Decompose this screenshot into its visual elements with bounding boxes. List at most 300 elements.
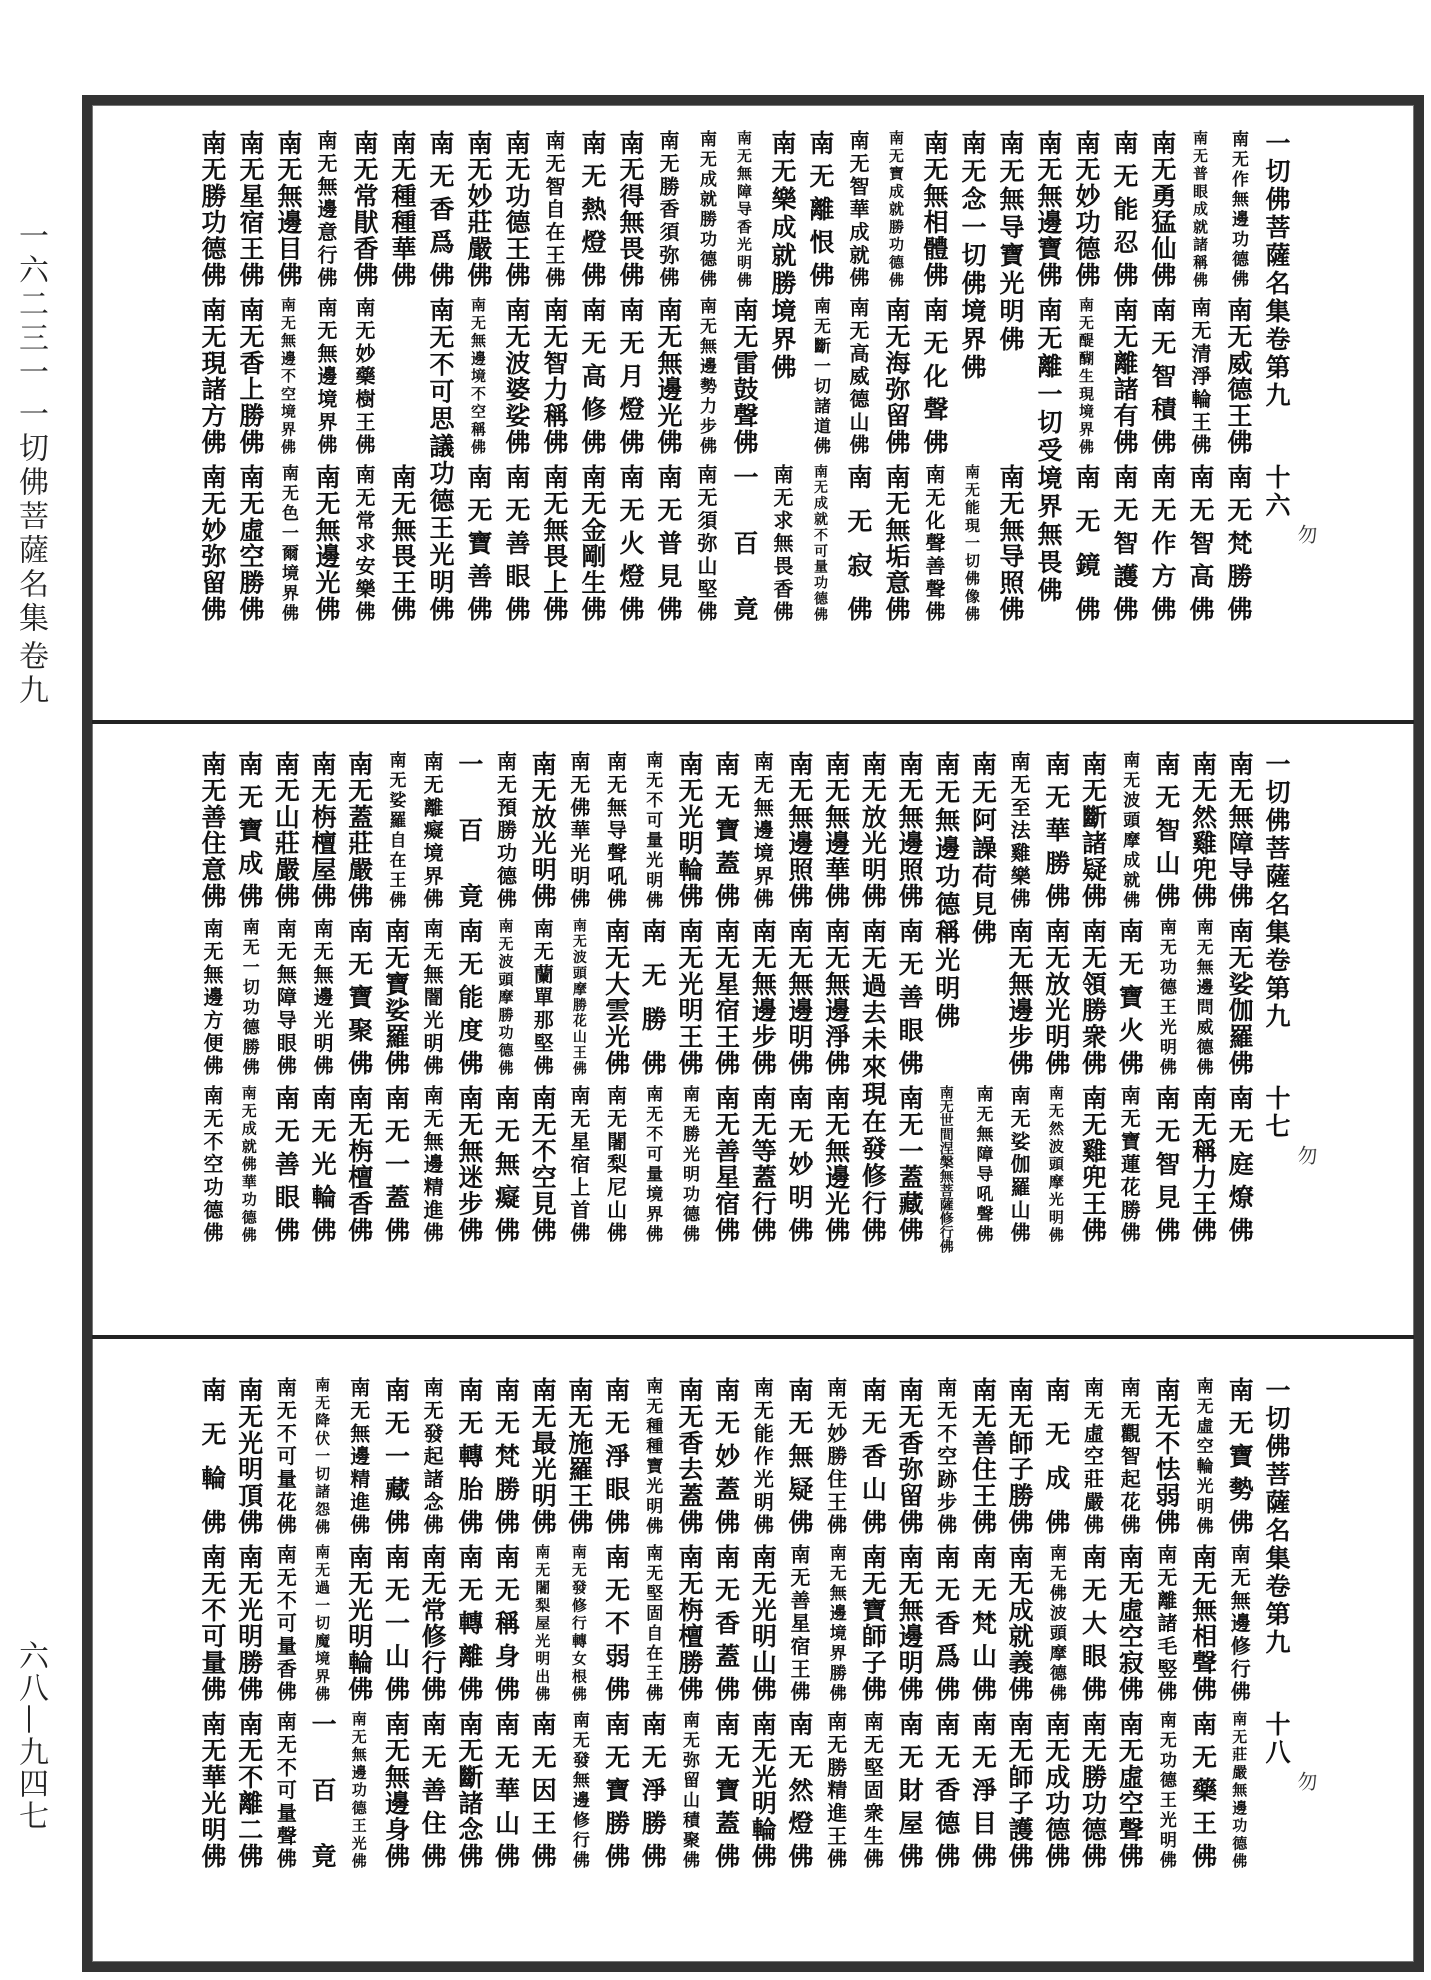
name-column (232, 130, 268, 631)
buddha-name: 南无無畏王佛 (388, 464, 417, 621)
name-column (231, 751, 267, 1252)
buddha-name: 南无常猒香佛 (350, 130, 379, 287)
buddha-name: 南无虛空莊嚴佛 (1080, 1377, 1105, 1534)
buddha-name: 南无無相體佛 (920, 130, 949, 287)
buddha-name: 南无華勝佛 (1041, 751, 1071, 908)
buddha-name: 南无光明頂佛 (234, 1377, 264, 1534)
name-column (304, 751, 340, 1252)
buddha-name: 南无栴檀香佛 (344, 1085, 374, 1242)
buddha-name: 南无無邊不空境界佛 (279, 297, 297, 454)
buddha-name: 南无智護佛 (1110, 464, 1139, 621)
name-column (488, 1377, 524, 1878)
buddha-name: 南无勝光明功德佛 (678, 1085, 699, 1242)
buddha-name: 南无不弱佛 (601, 1544, 631, 1701)
name-column (1182, 130, 1218, 631)
buddha-name: 南无不可量光明佛 (642, 751, 663, 908)
buddha-name: 南无無邊境不空稱佛 (469, 297, 487, 454)
buddha-name: 南无妙藥樹王佛 (352, 297, 376, 454)
buddha-name: 南无香爲佛 (426, 130, 455, 287)
buddha-name: 南无領勝衆佛 (1078, 918, 1108, 1075)
buddha-name: 南无善眼佛 (895, 918, 925, 1075)
buddha-name: 南无功德王光明佛 (1155, 1711, 1176, 1868)
name-column (726, 130, 762, 631)
name-column (802, 130, 838, 631)
name-column (671, 751, 707, 1252)
buddha-name: 南无勝功德佛 (198, 130, 227, 287)
buddha-name: 南无栴檀勝佛 (674, 1544, 704, 1701)
buddha-name: 南无阿譟荷見佛 (968, 751, 998, 947)
buddha-name: 南无稱身佛 (491, 1544, 521, 1701)
buddha-name: 南无佛華光明佛 (566, 751, 591, 908)
buddha-name: 南无波頭摩勝花山王佛 (570, 918, 587, 1075)
buddha-name: 南无妙勝住王佛 (823, 1377, 848, 1534)
buddha-name: 南无善住意佛 (198, 751, 227, 908)
buddha-name: 南无光明王佛 (674, 918, 704, 1075)
buddha-name: 南无善星宿王佛 (787, 1544, 811, 1701)
buddha-name: 南无星宿上首佛 (566, 1085, 591, 1242)
name-column (1111, 751, 1147, 1252)
name-column (598, 1377, 634, 1878)
buddha-name: 南无虛空勝佛 (236, 464, 265, 621)
section-end-note: 一百竟 (454, 751, 484, 908)
name-column (377, 751, 413, 1252)
buddha-name: 南无海弥留佛 (882, 297, 911, 454)
name-column (194, 751, 230, 1252)
buddha-name: 南无過去未來現在發修行佛 (858, 918, 888, 1242)
name-column (1068, 130, 1104, 631)
section-end-note: 一百竟 (730, 464, 759, 621)
buddha-name: 南无醍醐生現境界佛 (1077, 297, 1095, 454)
name-column (384, 130, 420, 631)
buddha-name: 南无無邊光佛 (654, 297, 683, 454)
sheet-number: 十八 (1261, 1711, 1291, 1767)
buddha-name: 南无寶師子佛 (858, 1544, 888, 1701)
buddha-name: 南无功德王光明佛 (1155, 918, 1176, 1075)
buddha-name: 南无勝香須弥佛 (656, 130, 680, 287)
name-column (1038, 1377, 1074, 1878)
name-column (781, 751, 817, 1252)
name-column (574, 130, 610, 631)
buddha-name: 南无光明輪佛 (674, 751, 704, 908)
name-column (1001, 1377, 1037, 1878)
buddha-name: 南无善住王佛 (968, 1377, 998, 1534)
buddha-name: 南无無邊意行佛 (314, 130, 338, 287)
buddha-name: 南无蓋莊嚴佛 (344, 751, 374, 908)
section-end-note: 一百竟 (308, 1711, 338, 1868)
name-column (1106, 130, 1142, 631)
name-column (561, 751, 597, 1252)
buddha-name: 南无現諸方佛 (198, 297, 227, 454)
buddha-name: 南无不空功德佛 (200, 1085, 224, 1242)
buddha-name: 南无然雞兜佛 (1188, 751, 1218, 908)
buddha-name: 南无無障导佛 (1225, 751, 1255, 908)
buddha-name: 南无不可量聲佛 (273, 1711, 298, 1868)
name-column (451, 751, 487, 1252)
buddha-name: 南无一藏佛 (381, 1377, 411, 1534)
buddha-name: 南无淨目佛 (968, 1711, 998, 1868)
buddha-name: 南无無邊照佛 (895, 751, 925, 908)
name-column (1148, 1377, 1184, 1878)
name-column (1075, 1377, 1111, 1878)
buddha-name: 南无無邊境界佛 (314, 297, 338, 454)
buddha-name: 南无求無畏香佛 (770, 464, 794, 621)
buddha-name: 南无無邊精進佛 (346, 1377, 371, 1534)
name-column (744, 751, 780, 1252)
buddha-name: 南无勝精進王佛 (823, 1711, 848, 1868)
buddha-name: 南无無疑佛 (785, 1377, 814, 1534)
buddha-name: 南无淨眼佛 (601, 1377, 631, 1534)
buddha-name: 南无轉離佛 (454, 1544, 484, 1701)
buddha-name: 南无然波頭摩光明佛 (1046, 1085, 1065, 1242)
name-column (346, 130, 382, 631)
buddha-name: 南无華光明佛 (198, 1711, 227, 1868)
buddha-name: 南无寶勝佛 (601, 1711, 631, 1868)
buddha-name: 南无香山佛 (858, 1377, 888, 1534)
buddha-name: 南无無邊目佛 (274, 130, 303, 287)
name-column (964, 751, 1000, 1252)
buddha-name: 南无無邊明佛 (785, 918, 814, 1075)
buddha-name: 南无無邊寶佛 (1034, 130, 1063, 287)
name-column (781, 1377, 817, 1878)
name-column (267, 751, 303, 1252)
buddha-name: 南无無迷步佛 (454, 1085, 484, 1242)
buddha-name: 南无不可量花佛 (273, 1377, 298, 1534)
buddha-name: 南无無邊步佛 (748, 918, 778, 1075)
buddha-name: 南无普見佛 (654, 464, 683, 621)
buddha-name: 南无佛波頭摩德佛 (1045, 1544, 1066, 1701)
buddha-name: 南无無障导眼佛 (273, 918, 298, 1075)
buddha-name: 南无能忍佛 (1110, 130, 1139, 287)
name-column (992, 130, 1028, 631)
buddha-name: 南无梵勝佛 (1224, 464, 1253, 621)
margin-book-title: 一切佛菩薩名集 (13, 398, 48, 636)
buddha-name: 南无山莊嚴佛 (271, 751, 301, 908)
buddha-name: 南无離一切受境界無畏佛 (1034, 297, 1063, 605)
buddha-name: 南无世間涅槃無菩薩修行佛 (937, 1085, 954, 1253)
name-column (708, 1377, 744, 1878)
buddha-name: 南无勇猛仙佛 (1148, 130, 1177, 287)
buddha-name: 南无須弥山堅佛 (694, 464, 718, 621)
buddha-name: 南无寶火佛 (1115, 918, 1145, 1075)
collation-mark: 勿 (1294, 524, 1318, 544)
buddha-name: 南无虛空輪光明佛 (1192, 1377, 1213, 1534)
buddha-name: 南无色一爾境界佛 (278, 464, 298, 621)
margin-code: 一六二三一 (13, 220, 48, 390)
buddha-name: 南无莊嚴無邊功德佛 (1230, 1711, 1249, 1868)
panel-3 (92, 1335, 1414, 1962)
buddha-name: 南无化聲善聲佛 (922, 464, 946, 621)
buddha-name: 南无成佛 (1041, 1377, 1071, 1534)
buddha-name: 南无過一切魔境界佛 (313, 1544, 332, 1701)
buddha-name: 南无智積佛 (1148, 297, 1177, 454)
buddha-name: 南无無邊勢力步佛 (696, 297, 716, 454)
name-column (1038, 751, 1074, 1252)
buddha-name: 南无成就不可量功德佛 (812, 464, 828, 621)
buddha-name: 南无無邊步佛 (1005, 918, 1035, 1075)
buddha-name: 南无香爲佛 (931, 1544, 961, 1701)
buddha-name: 南无勝佛 (638, 918, 668, 1075)
buddha-name: 南无不離二佛 (234, 1711, 264, 1868)
buddha-name: 南无金剛生佛 (578, 464, 607, 621)
buddha-name: 南无不可量香佛 (273, 1544, 298, 1701)
buddha-name: 南无寶蓋佛 (711, 751, 741, 908)
buddha-name: 南无等蓋行佛 (748, 1085, 778, 1242)
buddha-name: 南无清淨輪王佛 (1188, 297, 1212, 454)
buddha-name: 南无妙莊嚴佛 (464, 130, 493, 287)
name-column (414, 751, 450, 1252)
name-column (414, 1377, 450, 1878)
buddha-name: 南无種種寶光明佛 (642, 1377, 663, 1534)
name-column (612, 130, 648, 631)
name-column (304, 1377, 340, 1878)
buddha-name: 南无娑伽羅佛 (1225, 918, 1255, 1075)
buddha-name: 南无無邊光佛 (821, 1085, 851, 1242)
buddha-name: 南无無邊光明佛 (310, 918, 335, 1075)
buddha-name: 南无妙功德佛 (1072, 130, 1101, 287)
name-column (1144, 130, 1180, 631)
buddha-name: 南无樂成就勝境界佛 (768, 130, 797, 382)
buddha-name: 南无無邊身佛 (381, 1711, 411, 1868)
buddha-name: 南无智見佛 (1151, 1085, 1181, 1242)
buddha-name: 南无寶蓋佛 (711, 1711, 741, 1868)
buddha-name: 南无娑羅自在王佛 (385, 751, 406, 908)
name-column (840, 130, 876, 631)
buddha-name: 南无蘭單那堅佛 (530, 918, 555, 1075)
buddha-name: 南无不可思議功德王光明佛 (426, 297, 455, 621)
buddha-name: 南无預勝功德佛 (493, 751, 518, 908)
buddha-name: 南无星宿王佛 (711, 918, 741, 1075)
buddha-name: 南无善眼佛 (271, 1085, 301, 1242)
buddha-name: 南无不空見佛 (528, 1085, 558, 1242)
buddha-name: 南无波婆娑佛 (502, 297, 531, 454)
buddha-name: 南无因王佛 (528, 1711, 558, 1868)
buddha-name: 南无栴檀屋佛 (308, 751, 338, 908)
buddha-name: 南无最光明佛 (528, 1377, 558, 1534)
sheet-number: 十七 (1261, 1085, 1291, 1141)
buddha-name: 南无香去蓋佛 (674, 1377, 704, 1534)
buddha-name: 南无作無邊功德佛 (1228, 130, 1248, 287)
buddha-name: 南无堅固自在王佛 (642, 1544, 663, 1701)
sheet-number: 十六 (1262, 464, 1291, 520)
buddha-name: 南无無邊修行佛 (1227, 1544, 1252, 1701)
buddha-name: 南无智華成就佛 (846, 130, 870, 287)
buddha-name: 南无光輪佛 (308, 1085, 338, 1242)
page-frame (82, 95, 1424, 1972)
buddha-name: 南无施羅王佛 (564, 1377, 594, 1534)
name-column (498, 130, 534, 631)
margin-page-number: 六八—九四七 (13, 1640, 48, 1832)
buddha-name: 南无不可量境界佛 (642, 1085, 663, 1242)
buddha-name: 南无香蓋佛 (711, 1544, 741, 1701)
buddha-name: 南无化聲佛 (920, 297, 949, 454)
buddha-name: 南无得無畏佛 (616, 130, 645, 287)
buddha-name: 南无師子護佛 (1005, 1711, 1035, 1868)
buddha-name: 南无不空跡步佛 (933, 1377, 958, 1534)
name-column (1030, 130, 1066, 631)
buddha-name: 南无成就義佛 (1005, 1544, 1035, 1701)
buddha-name: 南无無畏上佛 (540, 464, 569, 621)
buddha-name: 南无無邊方便佛 (200, 918, 224, 1075)
name-column (1221, 751, 1257, 1252)
buddha-name: 南无無导寶光明佛 (996, 130, 1025, 354)
buddha-name: 南无斷一切諸道佛 (810, 297, 830, 454)
buddha-name: 南无波頭摩成就佛 (1119, 751, 1140, 908)
buddha-name: 南无成就勝功德佛 (696, 130, 716, 287)
buddha-name: 南无光明輪佛 (748, 1711, 778, 1868)
name-column (536, 130, 572, 631)
name-column (194, 1377, 230, 1878)
name-column (524, 1377, 560, 1878)
name-column (891, 751, 927, 1252)
name-column (194, 130, 230, 631)
buddha-name: 南无無障导吼聲佛 (972, 1085, 993, 1242)
buddha-name: 南无寶娑羅佛 (381, 918, 411, 1075)
buddha-name: 南无高威德山佛 (846, 297, 870, 454)
buddha-name: 南无淨勝佛 (638, 1711, 668, 1868)
name-column (1185, 751, 1221, 1252)
name-column (854, 1377, 890, 1878)
buddha-name: 南无大雲光佛 (601, 918, 631, 1075)
name-column (954, 130, 990, 631)
volume-title: 一切佛菩薩名集卷第九 (1261, 751, 1291, 1031)
buddha-name: 南无功德王佛 (502, 130, 531, 287)
buddha-name: 南无熱燈佛 (578, 130, 607, 287)
buddha-name: 南无梵勝佛 (491, 1377, 521, 1534)
buddha-name: 南无斷諸疑佛 (1078, 751, 1108, 908)
name-column (1111, 1377, 1147, 1878)
title-column (1258, 751, 1318, 1252)
name-column (1075, 751, 1111, 1252)
buddha-name: 南无放光明佛 (858, 751, 888, 908)
buddha-name: 南无無邊問威德佛 (1192, 918, 1213, 1075)
name-column (818, 751, 854, 1252)
name-column (1148, 751, 1184, 1252)
name-column (231, 1377, 267, 1878)
buddha-name: 南无能現一切佛像佛 (963, 464, 981, 621)
name-column (634, 751, 670, 1252)
panel-2 (92, 720, 1414, 1335)
collation-mark: 勿 (1293, 1771, 1318, 1791)
title-column (1258, 130, 1318, 631)
buddha-name: 南无寶蓮花勝佛 (1117, 1085, 1142, 1242)
buddha-name: 南无普眼成就諸稱佛 (1191, 130, 1209, 287)
buddha-name: 南无勝功德佛 (1078, 1711, 1108, 1868)
buddha-name: 南无無导照佛 (996, 464, 1025, 621)
name-column (598, 751, 634, 1252)
buddha-name: 南无光明山佛 (748, 1544, 778, 1701)
buddha-name: 南无闍梨屋光明出佛 (533, 1544, 552, 1701)
name-column (928, 751, 964, 1252)
name-column (308, 130, 344, 631)
collation-mark: 勿 (1293, 1145, 1318, 1165)
buddha-name: 南无無邊精進佛 (420, 1085, 445, 1242)
buddha-name: 南无能作光明佛 (750, 1377, 775, 1534)
name-column (524, 751, 560, 1252)
buddha-name: 南无寂佛 (844, 464, 873, 621)
buddha-name: 南无無邊功德王光佛 (349, 1711, 368, 1868)
buddha-name: 南无大眼佛 (1078, 1544, 1108, 1701)
buddha-name: 南无無邊華佛 (821, 751, 851, 908)
buddha-name: 南无香上勝佛 (236, 297, 265, 454)
buddha-name: 南无高修佛 (578, 297, 607, 454)
buddha-name: 南无善住佛 (418, 1711, 448, 1868)
name-column (451, 1377, 487, 1878)
buddha-name: 南无財屋佛 (895, 1711, 925, 1868)
buddha-name: 南无妙弥留佛 (198, 464, 227, 621)
buddha-name: 南无發無邊修行佛 (568, 1711, 589, 1868)
buddha-name: 南无念一切佛境界佛 (958, 130, 987, 382)
name-column (854, 751, 890, 1252)
name-column (764, 130, 800, 631)
name-column (818, 1377, 854, 1878)
buddha-name: 南无放光明佛 (1041, 918, 1071, 1075)
buddha-name: 南无成就佛華功德佛 (239, 1085, 258, 1242)
buddha-name: 南无觀智起花佛 (1117, 1377, 1142, 1534)
name-column (634, 1377, 670, 1878)
buddha-name: 南无無邊淨佛 (821, 918, 851, 1075)
buddha-name: 南无弥留山積聚佛 (678, 1711, 699, 1868)
buddha-name: 南无智高佛 (1186, 464, 1215, 621)
name-column (964, 1377, 1000, 1878)
buddha-name: 南无斷諸念佛 (454, 1711, 484, 1868)
buddha-name: 南无一山佛 (381, 1544, 411, 1701)
panel-1 (92, 105, 1414, 720)
buddha-name: 南无藥王佛 (1188, 1711, 1218, 1868)
buddha-name: 南无離諸毛竪佛 (1153, 1544, 1178, 1701)
buddha-name: 南无善星宿佛 (711, 1085, 741, 1242)
buddha-name: 南无常求安樂佛 (352, 464, 376, 621)
volume-title: 一切佛菩薩名集卷第九 (1261, 1377, 1291, 1657)
buddha-name: 南无星宿王佛 (236, 130, 265, 287)
name-column (341, 751, 377, 1252)
buddha-name: 南无寶成佛 (234, 751, 264, 908)
buddha-name: 南无種種華佛 (388, 130, 417, 287)
buddha-name: 南无妙蓋佛 (711, 1377, 741, 1534)
title-column (1258, 1377, 1318, 1878)
buddha-name: 南无月燈佛 (616, 297, 645, 454)
buddha-name: 南无無癡佛 (491, 1085, 521, 1242)
name-column (688, 130, 724, 631)
buddha-name: 南无鏡佛 (1072, 464, 1101, 621)
name-column (916, 130, 952, 631)
volume-title: 一切佛菩薩名集卷第九 (1262, 130, 1291, 410)
buddha-name: 南无虛空寂佛 (1115, 1544, 1145, 1701)
name-column (891, 1377, 927, 1878)
buddha-name: 南无無邊境界勝佛 (825, 1544, 846, 1701)
buddha-name: 南无威德王佛 (1224, 297, 1253, 454)
name-column (928, 1377, 964, 1878)
name-column (744, 1377, 780, 1878)
buddha-name: 南无火燈佛 (616, 464, 645, 621)
buddha-name: 南无離諸有佛 (1110, 297, 1139, 454)
buddha-name: 南无光明輪佛 (344, 1544, 374, 1701)
name-column (878, 130, 914, 631)
buddha-name: 南无光明勝佛 (234, 1544, 264, 1701)
buddha-name: 南无無障导香光明佛 (735, 130, 753, 287)
buddha-name: 南无放光明佛 (528, 751, 558, 908)
buddha-name: 南无梵山佛 (968, 1544, 998, 1701)
buddha-name: 南无常修行佛 (418, 1544, 448, 1701)
margin-volume: 卷九 (13, 640, 48, 708)
buddha-name: 南无師子勝佛 (1005, 1377, 1035, 1534)
buddha-name: 南无作方佛 (1148, 464, 1177, 621)
buddha-name: 南无庭燎佛 (1225, 1085, 1255, 1242)
buddha-name: 南无降伏一切諸怨佛 (313, 1377, 332, 1534)
name-column (650, 130, 686, 631)
buddha-name: 南无香德佛 (931, 1711, 961, 1868)
buddha-name: 南无能度佛 (454, 918, 484, 1075)
buddha-name: 南无無邊境界佛 (750, 751, 775, 908)
